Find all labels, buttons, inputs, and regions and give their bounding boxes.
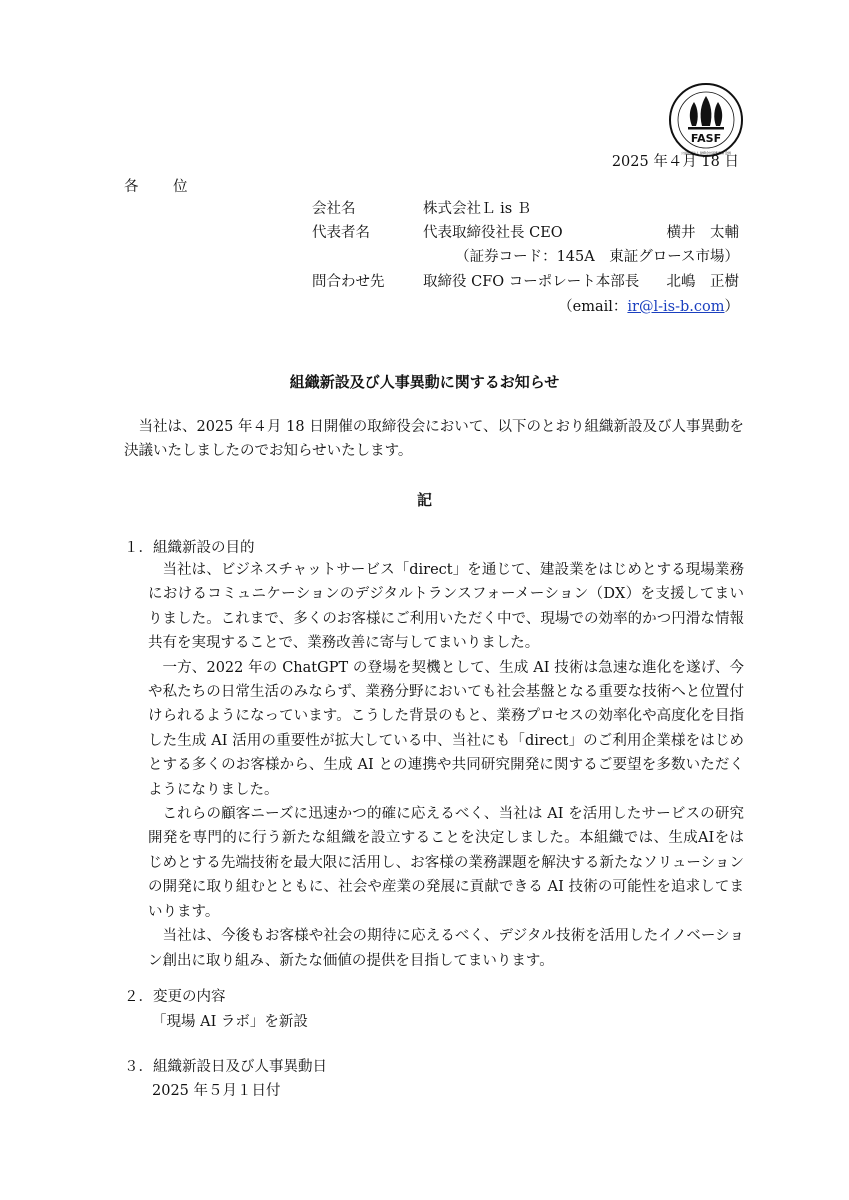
fasf-logo — [668, 82, 744, 158]
contact-email-line — [558, 295, 739, 316]
ki-heading: 記 — [416, 491, 432, 509]
contact-label: 問合わせ先 — [312, 274, 385, 290]
section-2-heading: ２．変更の内容 — [124, 989, 226, 1005]
section-3-heading: ３．組織新設日及び人事異動日 — [124, 1059, 327, 1075]
contact-name: 北嶋 正樹 — [666, 274, 739, 290]
contact-title: 取締役 CFO コーポレート本部長 — [423, 274, 640, 290]
email-suffix: ） — [724, 299, 739, 315]
section-1-body — [148, 558, 744, 973]
section-1-paragraph: 一方、2022 年の ChatGPT の登場を契機として、生成 AI 技術は急速な進化を遂げ、今や私たちの日常生活のみならず、業務分野においても社会基盤となる重要な技術へと位置付けられるようになっています。こうした背景のもと、業務プロセスの効率化や高度化を目指した生成 AI 活用の重要性が拡大している中、当社にも「direct」のご利用企業様をはじめとする多くのお客様から、生成 AI との連携や共同研究開発に関するご要望を多数いただくようになりました。 — [148, 659, 744, 798]
email-link[interactable]: ir@l-is-b.com — [627, 299, 725, 315]
logo-arc-text: 公益財団法人 財務会計基準機構 会員 — [681, 151, 731, 155]
representative-title: 代表取締役社長 CEO — [423, 225, 563, 241]
section-1-heading: １．組織新設の目的 — [124, 540, 255, 556]
section-2-body: 「現場 AI ラボ」を新設 — [152, 1014, 308, 1030]
section-1-paragraph: これらの顧客ニーズに迅速かつ的確に応えるべく、当社は AI を活用したサービスの研究開発を専門的に行う新たな組織を設立することを決定しました。本組織では、生成AIをはじめとする先端技術を最大限に活用し、お客様の業務課題を解決する新たなソリューションの開発に取り組むとともに、社会や産業の発展に貢献できる AI 技術の可能性を追求してまいります。 — [148, 806, 744, 920]
email-prefix: （email： — [558, 299, 628, 315]
document-date: 2025 年４月 18 日 — [611, 154, 739, 170]
securities-code: （証券コード：145A 東証グロース市場） — [455, 249, 739, 265]
representative-label: 代表者名 — [312, 225, 370, 241]
intro-paragraph — [124, 415, 744, 463]
representative-name: 横井 太輔 — [666, 225, 739, 241]
company-label: 会社名 — [312, 201, 356, 217]
section-1-paragraph: 当社は、ビジネスチャットサービス「direct」を通じて、建設業をはじめとする現場業務におけるコミュニケーションのデジタルトランスフォーメーション（DX）を支援してまいりました。これまで、多くのお客様にご利用いただく中で、現場での効率的かつ円滑な情報共有を実現することで、業務改善に寄与してまいりました。 — [148, 562, 744, 652]
section-1-paragraph: 当社は、今後もお客様や社会の期待に応えるべく、デジタル技術を活用したイノベーション創出に取り組み、新たな価値の提供を目指してまいります。 — [148, 928, 744, 969]
intro-text: 当社は、2025 年４月 18 日開催の取締役会において、以下のとおり組織新設及び人事異動を決議いたしましたのでお知らせいたします。 — [124, 419, 744, 459]
section-3-body: 2025 年５月１日付 — [152, 1083, 281, 1099]
logo-text: FASF — [690, 132, 722, 145]
addressee: 各 位 — [124, 179, 198, 195]
document-title: 組織新設及び人事異動に関するお知らせ — [289, 373, 560, 391]
company-value: 株式会社Ｌ is Ｂ — [423, 201, 532, 217]
